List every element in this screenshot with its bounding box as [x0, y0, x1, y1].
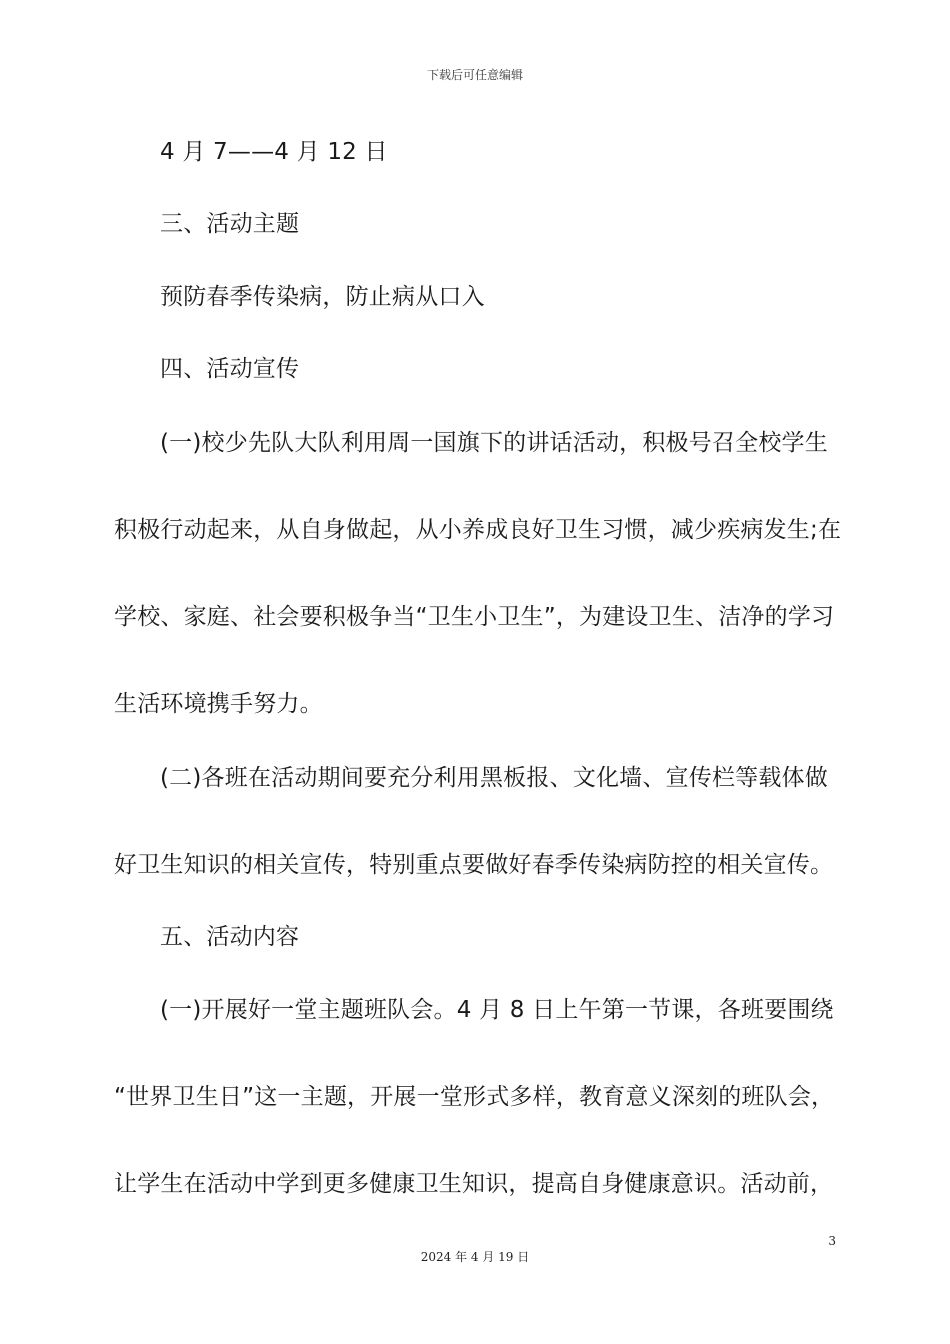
paragraph-line: 好卫生知识的相关宣传，特别重点要做好春季传染病防控的相关宣传。 — [114, 852, 834, 878]
paragraph-line: “世界卫生日”这一主题，开展一堂形式多样，教育意义深刻的班队会， — [114, 1084, 835, 1110]
paragraph-line: 积极行动起来，从自身做起，从小养成良好卫生习惯，减少疾病发生;在 — [114, 517, 842, 543]
paragraph-line: (一)校少先队大队利用周一国旗下的讲话活动，积极号召全校学生 — [160, 430, 828, 456]
section-heading-content: 五、活动内容 — [160, 924, 300, 950]
paragraph-line: 生活环境携手努力。 — [114, 691, 323, 717]
paragraph-line: 让学生在活动中学到更多健康卫生知识，提高自身健康意识。活动前， — [114, 1171, 834, 1197]
section-heading-publicity: 四、活动宣传 — [160, 356, 300, 382]
paragraph-line: 学校、家庭、社会要积极争当“卫生小卫生”，为建设卫生、洁净的学习 — [114, 604, 835, 630]
paragraph-line: (二)各班在活动期间要充分利用黑板报、文化墙、宣传栏等载体做 — [160, 765, 828, 791]
footer-date: 2024 年 4 月 19 日 — [420, 1250, 530, 1264]
theme-text: 预防春季传染病，防止病从口入 — [160, 284, 485, 310]
section-heading-theme: 三、活动主题 — [160, 211, 300, 237]
page-number: 3 — [828, 1234, 836, 1248]
header-note: 下载后可任意编辑 — [426, 68, 523, 82]
date-range-line: 4 月 7——4 月 12 日 — [160, 139, 388, 165]
paragraph-line: (一)开展好一堂主题班队会。4 月 8 日上午第一节课，各班要围绕 — [160, 997, 834, 1023]
